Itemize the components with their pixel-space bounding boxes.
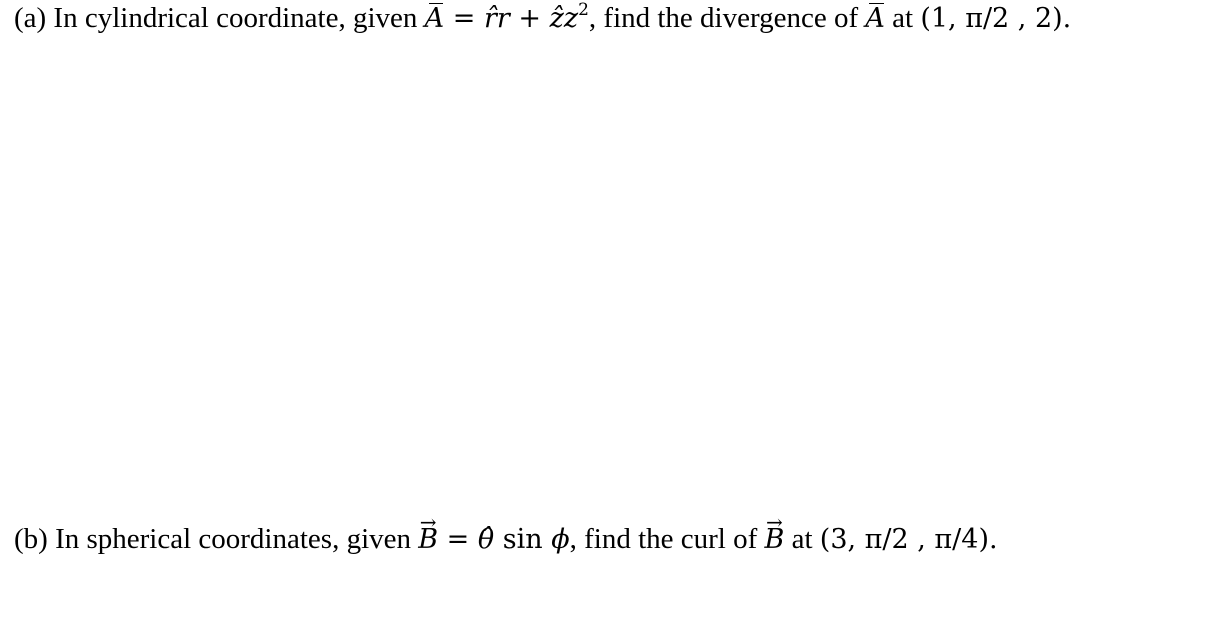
evaluation-point-b: (3, π/2 , π/4). <box>819 524 998 555</box>
problem-a-at: at <box>884 2 921 34</box>
vector-b-symbol: → B <box>418 522 438 558</box>
unit-vector-z: ẑ <box>549 3 564 34</box>
evaluation-point-a: (1, π/2 , 2). <box>920 3 1072 34</box>
exponent: 2 <box>578 0 589 20</box>
problem-b-lead: (b) In spherical coordinates, given <box>14 523 419 555</box>
vector-a-symbol-repeat: A <box>865 1 885 37</box>
problem-a-lead: (a) In cylindrical coordinate, given <box>14 2 425 34</box>
problem-b <box>14 521 998 558</box>
vector-b-symbol-repeat: → B <box>765 522 785 558</box>
problem-b-middle: , find the curl of <box>569 523 765 555</box>
problem-a <box>14 0 1071 37</box>
variable-r: r <box>496 3 510 34</box>
vector-a-symbol: A <box>425 1 445 37</box>
equals-sign: = <box>438 524 478 555</box>
plus-sign: + <box>509 3 550 34</box>
variable-phi: ϕ <box>551 524 570 555</box>
sine-function: sin <box>494 524 552 555</box>
unit-vector-r: r̂ <box>483 3 497 34</box>
unit-vector-theta: θ̂ <box>477 524 495 555</box>
problem-b-at: at <box>784 523 820 555</box>
problem-a-middle: , find the divergence of <box>588 2 866 34</box>
equals-sign: = <box>444 3 484 34</box>
variable-z: z <box>563 3 579 34</box>
